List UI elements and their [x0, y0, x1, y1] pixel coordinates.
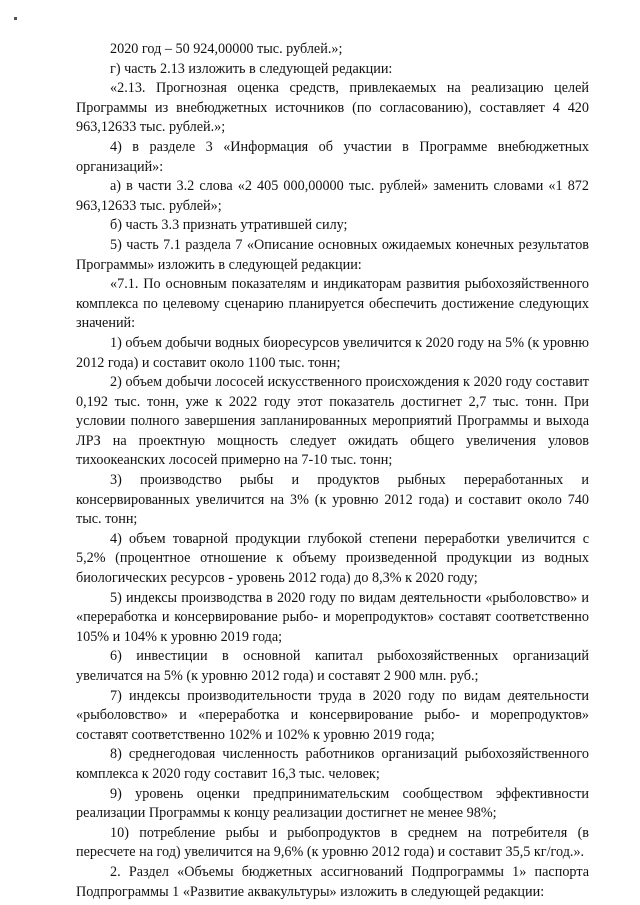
paragraph-item-4: 4) в разделе 3 «Информация об участии в Программе внебюджетных организаций»:: [76, 138, 589, 175]
list-item-9: 9) уровень оценки предпринимательским сообществом эффективности реализации Программы к концу реализации достигнет не менее 98%;: [76, 785, 589, 822]
paragraph-2-13: «2.13. Прогнозная оценка средств, привлекаемых на реализацию целей Программы из внебюджетных источников (по согласованию), составляет 4 420 963,12633 тыс. рублей.»;: [76, 80, 589, 136]
list-item-10: 10) потребление рыбы и рыбопродуктов в среднем на потребителя (в пересчете на год) увеличится на 9,6% (к уровню 2012 года) и составит 35,5 кг/год.».: [76, 824, 589, 861]
document-body: [76, 40, 589, 902]
paragraph-2020-total: 2020 год – 50 924,00000 тыс. рублей.»;: [110, 41, 343, 57]
paragraph-section-2: 2. Раздел «Объемы бюджетных ассигнований Подпрограммы 1» паспорта Подпрограммы 1 «Развитие аквакультуры» изложить в следующей редакции:: [76, 863, 589, 900]
list-item-6: 6) инвестиции в основной капитал рыбохозяйственных организаций увеличатся на 5% (к уровню 2012 года) и составят 2 900 млн. руб.;: [76, 648, 589, 684]
list-item-1: 1) объем добычи водных биоресурсов увеличится к 2020 году на 5% (к уровню 2012 года) и составит около 1100 тыс. тонн;: [76, 334, 589, 371]
paragraph-item-g: г) часть 2.13 изложить в следующей редакции:: [110, 60, 393, 77]
paragraph-7-1: «7.1. По основным показателям и индикаторам развития рыбохозяйственного комплекса по целевому сценарию планируется обеспечить достижение следующих значений:: [76, 276, 589, 332]
list-item-2: 2) объем добычи лососей искусственного происхождения к 2020 году составит 0,192 тыс. тонн, уже к 2022 году этот показатель достигнет 2,7 тыс. тонн. При условии полного завершения запланированных мероприятий Программы и выхода ЛРЗ на проектную мощность следует ожидать общего увеличения уловов тихоокеанских лососей примерно на 7-10 тыс. тонн;: [76, 374, 589, 469]
paragraph-item-5: 5) часть 7.1 раздела 7 «Описание основных ожидаемых конечных результатов Программы» изложить в следующей редакции:: [76, 236, 589, 273]
list-item-3: 3) производство рыбы и продуктов рыбных переработанных и консервированных увеличится на 3% (к уровню 2012 года) и составит около 740 тыс. тонн;: [76, 472, 589, 528]
list-item-4: 4) объем товарной продукции глубокой степени переработки увеличится с 5,2% (процентное отношение к объему произведенной продукции из водных биологических ресурсов - уровень 2012 года) до 8,3% к 2020 году;: [76, 530, 589, 587]
list-item-7: 7) индексы производительности труда в 2020 году по видам деятельности «рыболовство» и «переработка и консервирование рыбо- и морепродуктов» составят соответственно 102% и 102% к уровню 2019 года;: [76, 687, 589, 743]
paragraph-item-b: б) часть 3.3 признать утратившей силу;: [110, 217, 348, 234]
list-item-8: 8) среднегодовая численность работников организаций рыбохозяйственного комплекса к 2020 году составит 16,3 тыс. человек;: [76, 746, 589, 782]
paragraph-item-a: а) в части 3.2 слова «2 405 000,00000 тыс. рублей» заменить словами «1 872 963,12633 тыс. рублей»;: [76, 178, 589, 214]
list-item-5: 5) индексы производства в 2020 году по видам деятельности «рыболовство» и «переработка и консервирование рыбо- и морепродуктов» составят соответственно 105% и 104% к уровню 2019 года;: [76, 589, 589, 645]
scan-speck: [14, 17, 17, 20]
